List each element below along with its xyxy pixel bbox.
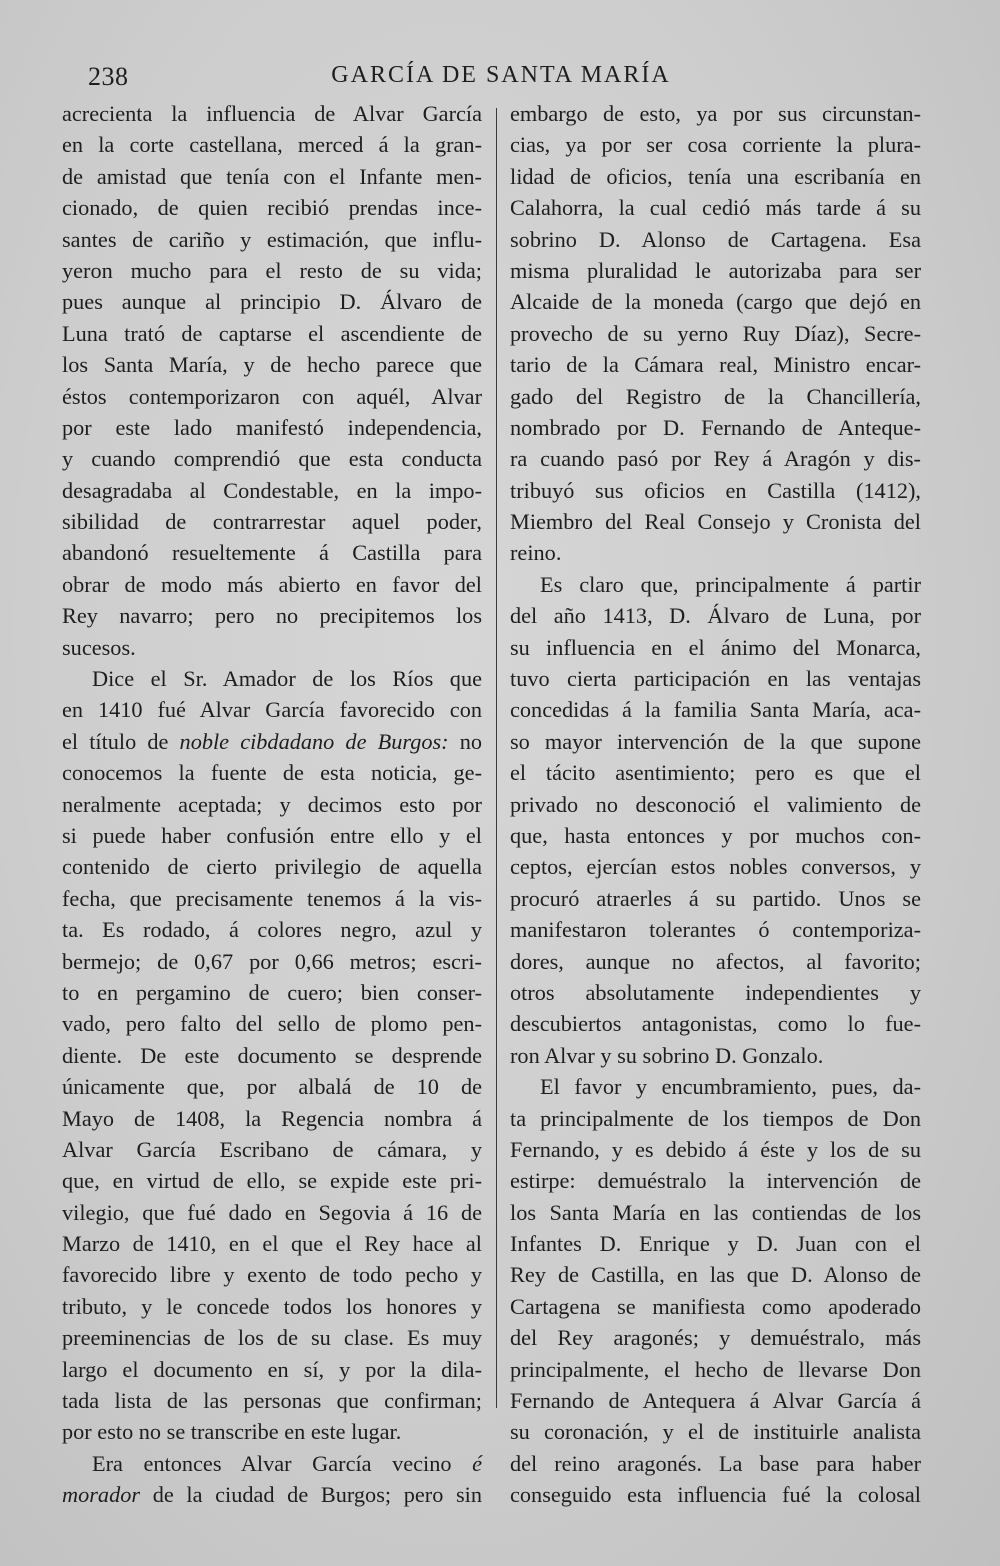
text-line: contenido de cierto privilegio de aquella [62, 854, 482, 880]
text-line: neralmente aceptada; y decimos esto por [62, 791, 482, 817]
text-line: tada lista de las personas que confirman; [62, 1388, 482, 1414]
text-line: estirpe: demuéstralo la intervención de [510, 1168, 921, 1194]
text-line: favorecido libre y exento de todo pecho y [62, 1262, 482, 1288]
text-line: vilegio, que fué dado en Segovia á 16 de [62, 1199, 482, 1225]
text-line: conseguido esta influencia fué la colosal [510, 1482, 921, 1508]
text-line: Calahorra, la cual cedió más tarde á su [510, 195, 921, 221]
text-line: privado no desconoció el valimiento de [510, 791, 921, 817]
text-line: morador de la ciudad de Burgos; pero sin [62, 1482, 482, 1508]
text-line: su coronación, y el de instituirle analista [510, 1419, 921, 1445]
text-line: reino. [510, 540, 562, 566]
text-line: vado, pero falto del sello de plomo pen- [62, 1011, 482, 1037]
text-line: largo el documento en sí, y por la dila- [62, 1356, 482, 1382]
text-line: abandonó resueltemente á Castilla para [62, 540, 482, 566]
text-line: conocemos la fuente de esta noticia, ge- [62, 760, 482, 786]
text-line: los Santa María, y de hecho parece que [62, 352, 482, 378]
text-line: Alvar García Escribano de cámara, y [62, 1136, 482, 1162]
text-line: to en pergamino de cuero; bien conser- [62, 979, 482, 1005]
text-line: tuvo cierta participación en las ventajas [510, 666, 921, 692]
text-line: tario de la Cámara real, Ministro encar- [510, 352, 921, 378]
text-line: provecho de su yerno Ruy Díaz), Secre- [510, 320, 921, 346]
text-line: descubiertos antagonistas, como lo fue- [510, 1011, 921, 1037]
text-line: diente. De este documento se desprende [62, 1042, 482, 1068]
text-line: nombrado por D. Fernando de Anteque- [510, 414, 921, 440]
text-line: obrar de modo más abierto en favor del [62, 571, 482, 597]
text-line: cionado, de quien recibió prendas ince- [62, 195, 482, 221]
text-line: y cuando comprendió que esta conducta [62, 446, 482, 472]
text-line: Mayo de 1408, la Regencia nombra á [62, 1105, 482, 1131]
text-line: tribuyó sus oficios en Castilla (1412), [510, 477, 921, 503]
text-line: so mayor intervención de la que supone [510, 728, 921, 754]
text-line: bermejo; de 0,67 por 0,66 metros; escri- [62, 948, 482, 974]
right-column [510, 98, 921, 1511]
text-line: santes de cariño y estimación, que influ- [62, 226, 482, 252]
text-line: Es claro que, principalmente á partir [540, 571, 921, 597]
text-line: en 1410 fué Alvar García favorecido con [62, 697, 482, 723]
text-line: por este lado manifestó independencia, [62, 414, 482, 440]
text-line: otros absolutamente independientes y [510, 979, 921, 1005]
text-line: éstos contemporizaron con aquél, Alvar [62, 383, 482, 409]
text-line: desagradaba al Condestable, en la impo- [62, 477, 482, 503]
text-line: misma pluralidad le autorizaba para ser [510, 257, 921, 283]
text-line: sucesos. [62, 634, 136, 660]
text-line: ta. Es rodado, á colores negro, azul y [62, 917, 482, 943]
text-line: del reino aragonés. La base para haber [510, 1450, 921, 1476]
text-line: que, hasta entonces y por muchos con- [510, 822, 921, 848]
text-line: Rey de Castilla, en las que D. Alonso de [510, 1262, 921, 1288]
text-line: sibilidad de contrarrestar aquel poder, [62, 509, 482, 535]
text-line: el título de noble cibdadano de Burgos: no [62, 728, 483, 754]
text-line: Marzo de 1410, en el que el Rey hace al [62, 1231, 482, 1257]
text-line: Fernando, y es debido á éste y los de su [510, 1136, 921, 1162]
text-line: ta principalmente de los tiempos de Don [510, 1105, 921, 1131]
text-line: en la corte castellana, merced á la gran- [62, 132, 482, 158]
text-line: que, en virtud de ello, se expide este pri- [62, 1168, 482, 1194]
text-line: procuró atraerles á su partido. Unos se [510, 885, 921, 911]
running-head: GARCÍA DE SANTA MARÍA [331, 62, 671, 88]
text-line: ron Alvar y su sobrino D. Gonzalo. [510, 1042, 824, 1068]
text-line: Rey navarro; pero no precipitemos los [62, 603, 482, 629]
text-line: ra cuando pasó por Rey á Aragón y dis- [510, 446, 921, 472]
text-line: Fernando de Antequera á Alvar García á [510, 1388, 921, 1414]
text-line: fecha, que precisamente tenemos á la vis- [62, 885, 482, 911]
column-divider [496, 108, 497, 1408]
text-line: tributo, y le concede todos los honores y [62, 1293, 482, 1319]
text-line: el tácito asentimiento; pero es que el [510, 760, 921, 786]
text-line: acrecienta la influencia de Alvar García [62, 101, 482, 126]
text-line: El favor y encumbramiento, pues, da- [540, 1074, 921, 1100]
text-line: únicamente que, por albalá de 10 de [62, 1074, 482, 1100]
text-line: lidad de oficios, tenía una escribanía en [510, 163, 921, 189]
left-column [62, 98, 482, 1511]
text-line: Alcaide de la moneda (cargo que dejó en [510, 289, 921, 315]
page-header [88, 62, 914, 94]
text-line: Era entonces Alvar García vecino é [92, 1450, 482, 1476]
text-line: Miembro del Real Consejo y Cronista del [510, 509, 921, 535]
text-line: por esto no se transcribe en este lugar. [62, 1419, 402, 1445]
text-line: Luna trató de captarse el ascendiente de [62, 320, 482, 346]
text-line: Infantes D. Enrique y D. Juan con el [510, 1231, 921, 1257]
text-line: concedidas á la familia Santa María, aca- [510, 697, 921, 723]
text-line: yeron mucho para el resto de su vida; [62, 257, 482, 283]
text-line: Dice el Sr. Amador de los Ríos que [92, 666, 482, 692]
text-line: sobrino D. Alonso de Cartagena. Esa [510, 226, 921, 252]
text-line: ceptos, ejercían estos nobles conversos, y [510, 854, 921, 880]
text-line: gado del Registro de la Chancillería, [510, 383, 921, 409]
text-line: si puede haber confusión entre ello y el [62, 822, 482, 848]
text-line: dores, aunque no afectos, al favorito; [510, 948, 921, 974]
text-line: de amistad que tenía con el Infante men- [62, 163, 482, 189]
text-line: Cartagena se manifiesta como apoderado [510, 1293, 921, 1319]
text-line: manifestaron tolerantes ó contemporiza- [510, 917, 921, 943]
text-line: del año 1413, D. Álvaro de Luna, por [510, 603, 921, 629]
text-line: su influencia en el ánimo del Monarca, [510, 634, 921, 660]
text-line: pues aunque al principio D. Álvaro de [62, 289, 482, 315]
text-line: cias, ya por ser cosa corriente la plura- [510, 132, 921, 158]
text-line: embargo de esto, ya por sus circunstan- [510, 101, 921, 126]
page-number: 238 [88, 62, 129, 91]
text-line: del Rey aragonés; y demuéstralo, más [510, 1325, 921, 1351]
text-line: principalmente, el hecho de llevarse Don [510, 1356, 921, 1382]
text-line: los Santa María en las contiendas de los [510, 1199, 921, 1225]
text-line: preeminencias de los de su clase. Es muy [62, 1325, 482, 1351]
